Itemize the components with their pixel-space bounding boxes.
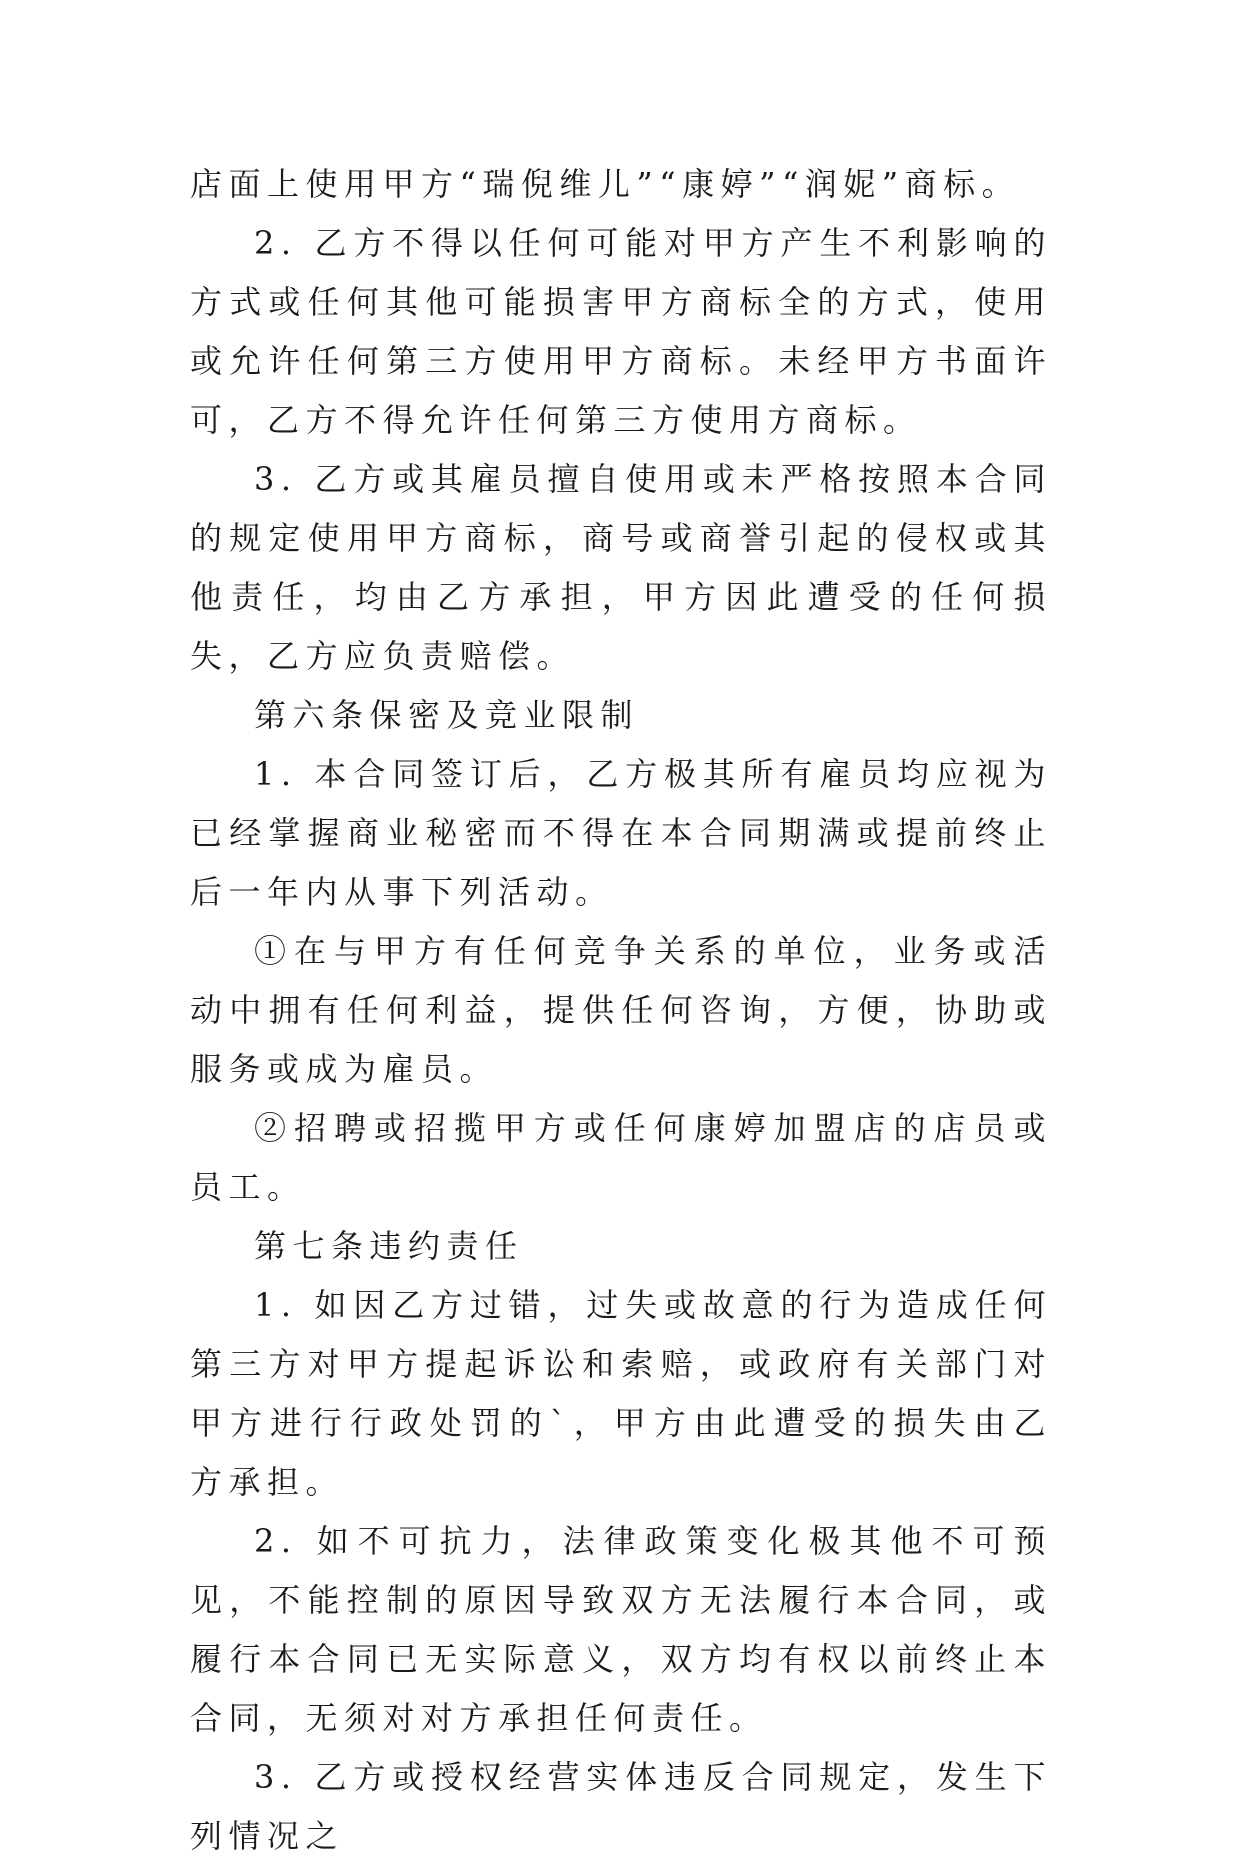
paragraph-clause-2-trademark-use: 2. 乙方不得以任何可能对甲方产生不利影响的方式或任何其他可能损害甲方商标全的方式，使用或允许任何第三方使用甲方商标。未经甲方书面许可，乙方不得允许任何第三方使用方商标。 xyxy=(190,224,1052,439)
paragraph-article-7-clause-2: 2. 如不可抗力，法律政策变化极其他不可预见，不能控制的原因导致双方无法履行本合同，或履行本合同已无实际意义，双方均有权以前终止本合同，无须对对方承担任何责任。 xyxy=(190,1522,1052,1737)
section-heading-article-7: 第七条违约责任 xyxy=(254,1227,524,1265)
paragraph-article-6-clause-1: 1. 本合同签订后，乙方极其所有雇员均应视为已经掌握商业秘密而不得在本合同期满或提前终止后一年内从事下列活动。 xyxy=(190,755,1052,911)
paragraph-article-7-clause-1: 1. 如因乙方过错，过失或故意的行为造成任何第三方对甲方提起诉讼和索赔，或政府有关部门对甲方进行行政处罚的`，甲方由此遭受的损失由乙方承担。 xyxy=(190,1286,1052,1501)
paragraph-trademark-continuation: 店面上使用甲方“瑞倪维儿”“康婷”“润妮”商标。 xyxy=(190,165,1021,203)
paragraph-article-6-item-1: ①在与甲方有任何竞争关系的单位，业务或活动中拥有任何利益，提供任何咨询，方便，协助或服务或成为雇员。 xyxy=(190,932,1052,1088)
section-heading-article-6: 第六条保密及竞业限制 xyxy=(254,696,640,734)
paragraph-article-7-clause-3: 3. 乙方或授权经营实体违反合同规定，发生下列情况之 xyxy=(190,1758,1052,1855)
paragraph-clause-3-infringement: 3. 乙方或其雇员擅自使用或未严格按照本合同的规定使用甲方商标，商号或商誉引起的侵权或其他责任，均由乙方承担，甲方因此遭受的任何损失，乙方应负责赔偿。 xyxy=(190,460,1052,675)
document-body xyxy=(190,155,1052,1866)
paragraph-article-6-item-2: ②招聘或招揽甲方或任何康婷加盟店的店员或员工。 xyxy=(190,1109,1052,1206)
